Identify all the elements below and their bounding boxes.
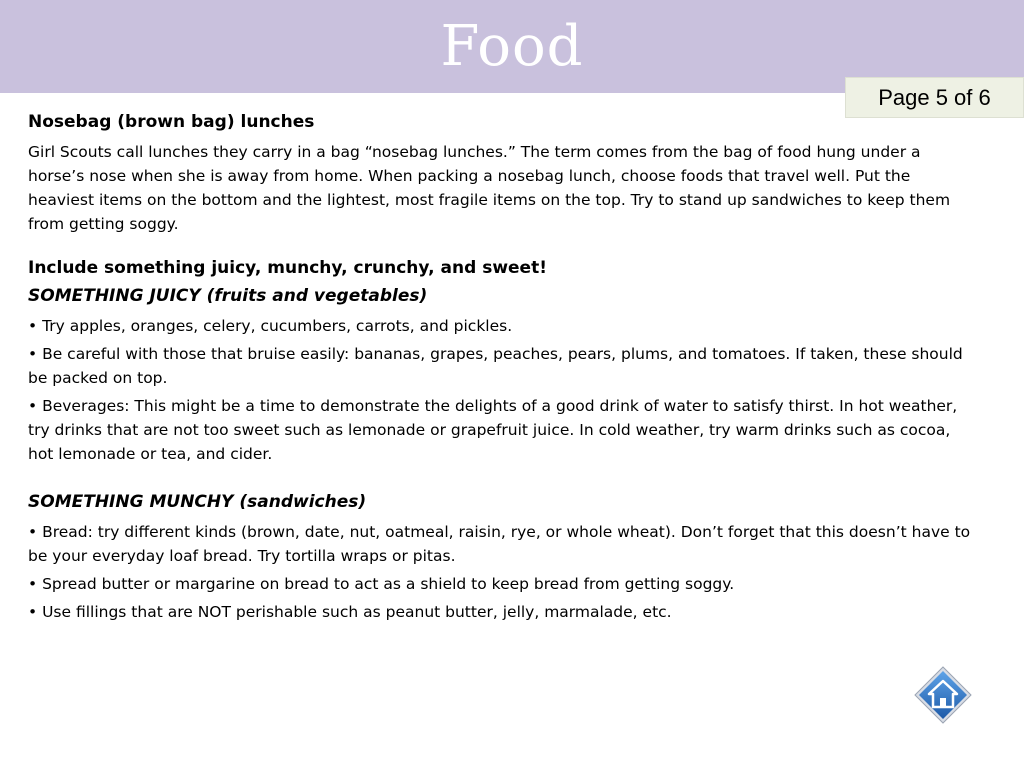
juicy-bullet: • Be careful with those that bruise easily: bananas, grapes, peaches, pears, plums, and tomatoes. If taken, these should be packed on top.: [28, 345, 963, 387]
section-heading-nosebag: Nosebag (brown bag) lunches: [28, 112, 315, 132]
page-title: Food: [440, 14, 584, 79]
section-heading-include: Include something juicy, munchy, crunchy, and sweet!: [28, 258, 547, 278]
main-content: [28, 110, 978, 628]
juicy-heading: SOMETHING JUICY (fruits and vegetables): [28, 286, 428, 306]
munchy-bullet: • Bread: try different kinds (brown, date, nut, oatmeal, raisin, rye, or whole wheat). Don’t forget that this doesn’t have to be your everyday loaf bread. Try tortilla wraps or pitas.: [28, 523, 971, 565]
munchy-bullet: • Spread butter or margarine on bread to act as a shield to keep bread from getting soggy.: [28, 575, 735, 593]
munchy-heading: SOMETHING MUNCHY (sandwiches): [28, 492, 367, 512]
home-icon: [913, 665, 973, 725]
nosebag-paragraph: Girl Scouts call lunches they carry in a bag “nosebag lunches.” The term comes from the bag of food hung under a horse’s nose when she is away from home. When packing a nosebag lunch, choose foods that travel well. Put the heaviest items on the bottom and the lightest, most fragile items on the top. Try to stand up sandwiches to keep them from getting soggy.: [28, 143, 951, 233]
juicy-bullet: • Beverages: This might be a time to demonstrate the delights of a good drink of water to satisfy thirst. In hot weather, try drinks that are not too sweet such as lemonade or grapefruit juice. In cold weather, try warm drinks such as cocoa, hot lemonade or tea, and cider.: [28, 397, 958, 463]
munchy-bullet: • Use fillings that are NOT perishable such as peanut butter, jelly, marmalade, etc.: [28, 603, 672, 621]
juicy-bullet: • Try apples, oranges, celery, cucumbers, carrots, and pickles.: [28, 317, 513, 335]
page-indicator: Page 5 of 6: [845, 77, 1024, 118]
home-button[interactable]: [913, 665, 973, 725]
